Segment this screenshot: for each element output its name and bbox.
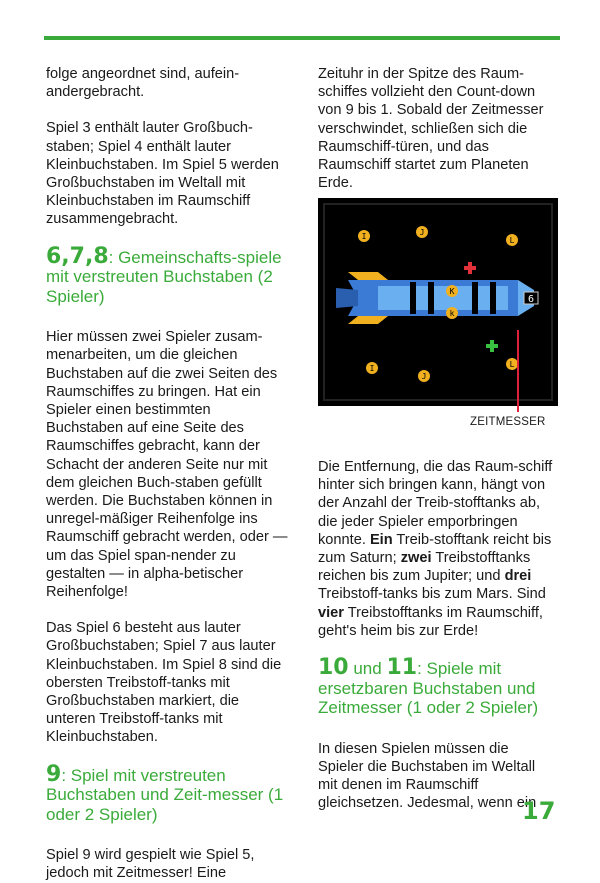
paragraph: Spiel 9 wird gespielt wie Spiel 5, jedoch mit Zeitmesser! Eine (46, 847, 255, 882)
fuel-tank (418, 370, 430, 382)
figure-caption: ZEITMESSER (470, 416, 546, 428)
svg-text:k: k (449, 309, 455, 318)
heading-number: 10 (318, 655, 349, 681)
svg-text:K: K (449, 287, 455, 296)
svg-text:L: L (509, 236, 515, 245)
ship-letter-k-lower (446, 307, 458, 319)
fuel-tank (358, 230, 370, 242)
svg-text:I: I (369, 364, 375, 373)
top-rule (44, 36, 560, 40)
heading-text: : Spiel mit verstreuten Buchstaben und Zeit-messer (1 oder 2 Spieler) (46, 765, 284, 824)
emphasis: drei (504, 568, 532, 585)
heading-text: : Gemeinschafts-spiele mit verstreuten Buchstaben (2 Spieler) (46, 247, 282, 306)
heading-number: 6,7,8 (46, 243, 109, 269)
heading-number: 11 (386, 655, 418, 681)
heading-number: 9 (46, 761, 62, 787)
player-ship-green (486, 340, 498, 352)
player-ship-red (464, 262, 476, 274)
timer-digit: 6 (527, 294, 535, 305)
fuel-tank (416, 226, 428, 238)
right-column-top (318, 65, 558, 192)
paragraph: Spiel 3 enthält lauter Großbuch-staben; Spiel 4 enthält lauter Kleinbuchstaben. Im Spiel 5 werden Großbuchstaben im Weltall mit Kleinbuchstaben im Raumschiff zusammengebracht. (46, 120, 279, 228)
emphasis: zwei (400, 550, 432, 567)
section-heading: 10 und 11: Spiele mit ersetzbaren Buchstaben und Zeitmesser (1 oder 2 Spieler) (318, 655, 539, 718)
svg-text:L: L (509, 360, 515, 369)
svg-text:I: I (361, 232, 367, 241)
paragraph: Zeituhr in der Spitze des Raum-schiffes vollzieht den Count-down von 9 bis 1. Sobald der Zeitmesser verschwindet, schließen sich die Raumschiff-türen, und das Raumschiff startet zum Planeten Erde. (318, 66, 544, 192)
paragraph: In diesen Spielen müssen die Spieler die Buchstaben im Weltall mit denen im Raumschiff gleichsetzen. Jedesmal, wenn ein (318, 740, 537, 812)
fuel-tank (506, 234, 518, 246)
page-number: 17 (522, 797, 556, 825)
right-column-middle (318, 458, 558, 812)
heading-text: : Spiele mit ersetzbaren Buchstaben und Zeitmesser (1 oder 2 Spieler) (318, 659, 539, 718)
zeitmesser-pointer-line (517, 330, 519, 412)
left-column (46, 65, 288, 883)
fuel-tank (366, 362, 378, 374)
paragraph: folge angeordnet sind, aufein-andergebracht. (46, 66, 240, 101)
emphasis: Ein (369, 531, 393, 548)
svg-text:J: J (421, 372, 427, 381)
paragraph: Hier müssen zwei Spieler zusam-menarbeiten, um die gleichen Buchstaben auf die zwei Seiten des Raumschiffes zu bringen. Hat ein Spieler einen bestimmten Buchstaben auf eine Seite des Raumschiffes gebracht, kann der Schacht der anderen Seite nur mit dem gleichen Buch-staben gefüllt werden. Die Buchstaben können in unregel-mäßiger Reihenfolge ins Raumschiff gebracht werden, oder — um das Spiel span-nender zu gestalten — in alpha-betischer Reihenfolge! (46, 329, 288, 600)
game-screenshot (318, 198, 558, 406)
spaceship (336, 272, 538, 324)
ship-letter-k-upper (446, 285, 458, 297)
paragraph: Die Entfernung, die das Raum-schiff hinter sich bringen kann, hängt von der Anzahl der Treib-stofftanks ab, die jeder Spieler emporbringen konnte. Ein Treib-stofftank reicht bis zum Saturn; zwei Treibstofftanks reichen bis zum Jupiter; und drei Treibstoff-tanks bis zum Mars. Sind vier Treibstofftanks im Raumschiff, geht's heim bis zur Erde! (318, 459, 553, 639)
svg-text:J: J (419, 228, 425, 237)
section-heading (46, 761, 288, 825)
section-heading (46, 243, 288, 307)
emphasis: vier (318, 604, 344, 621)
paragraph: Das Spiel 6 besteht aus lauter Großbuchstaben; Spiel 7 aus lauter Kleinbuchstaben. Im Spiel 8 sind die obersten Treibstoff-tanks mit Großbuchstaben markiert, die unteren Treibstoff-tanks mit Kleinbuchstaben. (46, 620, 282, 746)
